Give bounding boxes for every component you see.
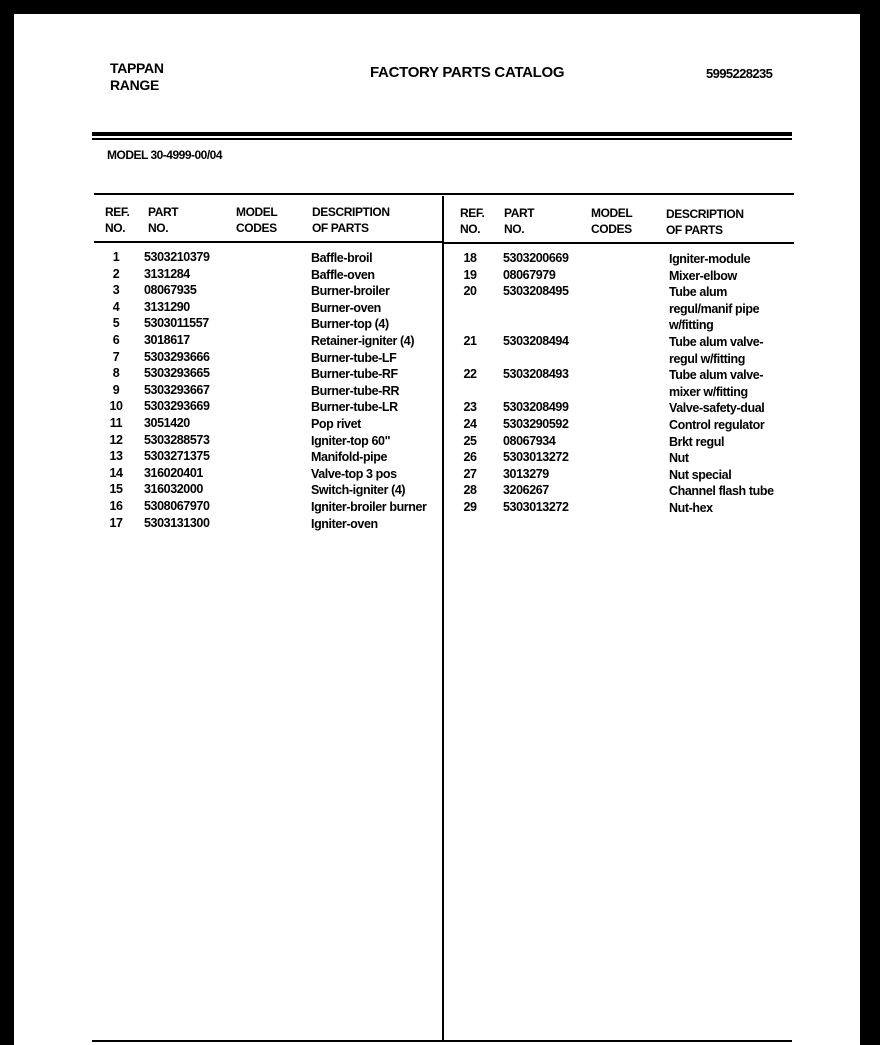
col-ref-left: REF. NO. (105, 205, 130, 235)
part-number: 316020401 (144, 465, 203, 480)
part-number: 5303208494 (503, 334, 569, 348)
part-number: 5303013272 (503, 500, 569, 514)
ref-number: 29 (463, 500, 477, 514)
part-description: Burner-tube-RR (311, 383, 400, 398)
ref-number: 24 (463, 417, 477, 431)
description-line: regul/manif pipe (669, 301, 760, 316)
description-line: Tube alum (669, 285, 727, 300)
ref-number: 13 (109, 449, 123, 464)
ref-number: 11 (109, 416, 123, 430)
part-number: 5303293667 (144, 382, 210, 397)
col-part-right: PART NO. (504, 206, 535, 236)
ref-number: 18 (463, 251, 477, 265)
ref-number: 28 (463, 483, 477, 498)
scan-edge-right (860, 0, 880, 1045)
part-number: 5303288573 (144, 432, 210, 447)
part-description: Switch-igniter (4) (311, 483, 406, 498)
ref-number: 23 (463, 400, 477, 415)
description-line: Nut special (669, 467, 732, 482)
part-description: Igniter-oven (311, 516, 378, 531)
part-description: Burner-top (4) (311, 317, 389, 332)
part-description: Retainer-igniter (4) (311, 334, 415, 348)
ref-number: 16 (109, 499, 123, 513)
ref-number: 25 (463, 433, 477, 448)
ref-number: 12 (109, 432, 123, 447)
description-line: Control regulator (669, 418, 765, 432)
ref-number: 10 (109, 399, 123, 414)
ref-number: 9 (112, 382, 120, 397)
scan-edge-top (0, 0, 880, 14)
part-description: Manifold-pipe (311, 450, 388, 465)
description-line: Nut-hex (669, 501, 713, 515)
part-number: 316032000 (144, 482, 203, 497)
table-bottom-rule (92, 1040, 792, 1042)
part-description (669, 500, 713, 517)
ref-number: 27 (463, 466, 477, 481)
part-description: Burner-broiler (311, 284, 390, 299)
ref-number: 2 (112, 266, 120, 281)
part-number: 5303200669 (503, 251, 569, 265)
part-description (669, 334, 763, 367)
part-number: 5303011557 (144, 316, 209, 331)
part-description (669, 251, 750, 268)
part-description (669, 417, 764, 434)
description-line: Brkt regul (669, 434, 725, 449)
part-description: Pop rivet (311, 417, 361, 431)
part-description (669, 284, 759, 334)
description-line: Valve-safety-dual (669, 401, 765, 416)
description-line: Tube alum valve- (669, 335, 764, 349)
part-number: 08067979 (503, 267, 556, 282)
table-header-rule-right (444, 242, 794, 244)
part-description: Baffle-broil (311, 251, 373, 265)
description-line: regul w/fitting (669, 351, 745, 366)
part-description: Igniter-broiler burner (311, 500, 427, 514)
ref-number: 20 (463, 284, 477, 299)
part-number: 08067934 (503, 433, 556, 448)
part-number: 5308067970 (144, 499, 210, 513)
description-line: Tube alum valve- (669, 368, 764, 383)
ref-number: 19 (463, 267, 477, 282)
table-top-rule (94, 193, 794, 195)
part-description (669, 450, 689, 467)
part-description: Igniter-top 60" (311, 433, 391, 448)
ref-number: 6 (112, 333, 120, 347)
part-number: 5303290592 (503, 417, 569, 431)
brand-block (110, 60, 164, 94)
ref-number: 7 (112, 349, 120, 364)
ref-number: 5 (112, 316, 120, 331)
part-number: 3018617 (144, 333, 190, 347)
part-description: Valve-top 3 pos (311, 466, 397, 481)
col-part-left: PART NO. (148, 205, 179, 235)
part-number: 3131290 (144, 299, 190, 314)
part-description: Burner-tube-RF (311, 367, 398, 382)
part-number: 08067935 (144, 283, 197, 298)
part-number: 5303208493 (503, 367, 569, 382)
part-number: 5303210379 (144, 250, 210, 264)
description-line: w/fitting (669, 318, 714, 333)
col-codes-right: MODEL CODES (591, 206, 633, 236)
ref-number: 26 (463, 450, 477, 465)
part-number: 5303208495 (503, 284, 569, 299)
col-ref-right: REF. NO. (460, 206, 485, 236)
part-number: 3206267 (503, 483, 549, 498)
description-line: Igniter-module (669, 252, 751, 266)
part-number: 3131284 (144, 266, 190, 281)
col-desc-right: DESCRIPTION OF PARTS (666, 207, 744, 237)
ref-number: 1 (112, 250, 120, 264)
description-line: mixer w/fitting (669, 384, 748, 399)
part-number: 5303131300 (144, 515, 210, 530)
catalog-title: FACTORY PARTS CATALOG (370, 64, 565, 81)
table-header-rule-left (94, 241, 442, 243)
part-number: 5303271375 (144, 449, 210, 464)
ref-number: 3 (112, 283, 120, 298)
header-rule-thin (92, 138, 792, 140)
ref-number: 17 (109, 515, 123, 530)
product-type: RANGE (110, 77, 160, 93)
part-number: 5303293665 (144, 366, 210, 381)
ref-number: 21 (463, 334, 477, 348)
ref-number: 22 (463, 367, 477, 382)
ref-number: 8 (112, 366, 120, 381)
header-rule-thick (92, 132, 792, 136)
model-number: MODEL 30-4999-00/04 (107, 148, 223, 162)
document-number: 5995228235 (706, 66, 773, 81)
part-number: 5303293669 (144, 399, 210, 414)
part-number: 3051420 (144, 416, 190, 430)
part-description (669, 483, 774, 500)
ref-number: 14 (109, 465, 123, 480)
description-line: Mixer-elbow (669, 268, 737, 283)
part-description: Baffle-oven (311, 267, 375, 282)
part-number: 5303208499 (503, 400, 569, 415)
part-description: Burner-tube-LR (311, 400, 398, 415)
part-description (669, 367, 763, 400)
description-line: Channel flash tube (669, 484, 774, 499)
ref-number: 15 (109, 482, 123, 497)
brand-name: TAPPAN (110, 60, 164, 76)
col-desc-left: DESCRIPTION OF PARTS (312, 205, 390, 235)
part-description (669, 400, 764, 417)
part-description: Burner-oven (311, 300, 381, 315)
part-description: Burner-tube-LF (311, 350, 397, 365)
part-description (669, 434, 724, 451)
col-codes-left: MODEL CODES (236, 205, 278, 235)
part-description (669, 268, 737, 285)
catalog-page (14, 14, 860, 1045)
ref-number: 4 (112, 299, 120, 314)
column-divider (442, 196, 444, 1042)
description-line: Nut (669, 451, 689, 466)
part-number: 5303293666 (144, 349, 210, 364)
scan-edge-left (0, 0, 14, 1045)
part-number: 5303013272 (503, 450, 569, 465)
part-description (669, 467, 731, 484)
part-number: 3013279 (503, 466, 549, 481)
